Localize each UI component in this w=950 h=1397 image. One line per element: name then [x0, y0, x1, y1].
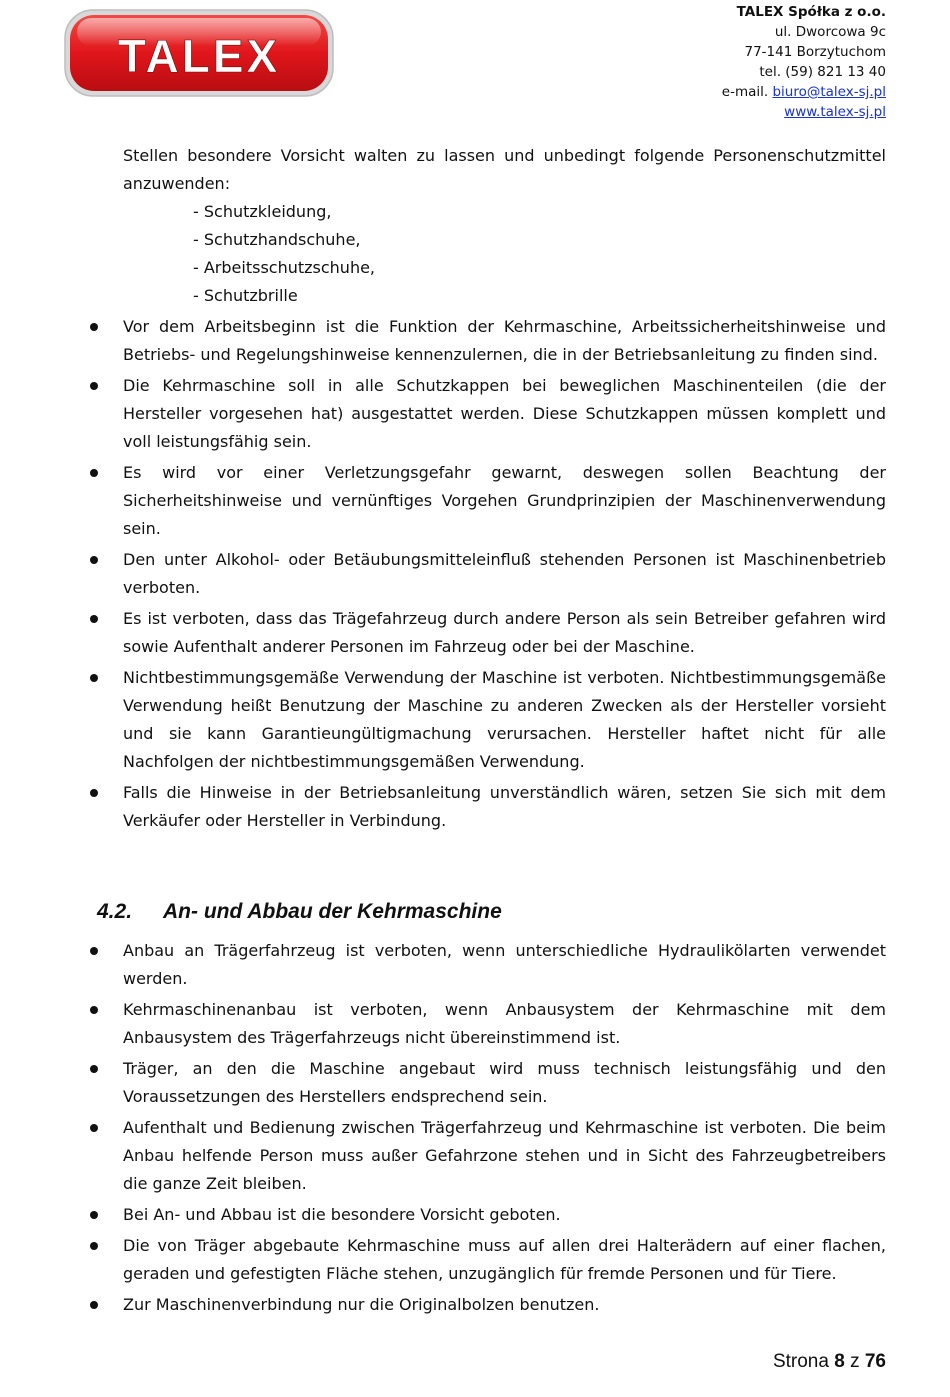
website-link[interactable]: www.talex-sj.pl: [784, 104, 886, 120]
bullet-icon: [90, 615, 98, 623]
list-item: [123, 937, 886, 993]
bullet-icon: [90, 1006, 98, 1014]
safety-bullet-list: [0, 313, 950, 835]
list-item-text: Es wird vor einer Verletzungsgefahr gewarnt, deswegen sollen Beachtung der Sicherheitshinweise und vernünftiges Vorgehen Grundprinzipien der Maschinenverwendung sein.: [123, 463, 886, 538]
list-item: [123, 996, 886, 1052]
bullet-icon: [90, 382, 98, 390]
company-info: [722, 2, 886, 122]
bullet-icon: [90, 674, 98, 682]
list-item-text: Nichtbestimmungsgemäße Verwendung der Maschine ist verboten. Nichtbestimmungsgemäße Verwendung heißt Benutzung der Maschine zu anderen Zwecken als der Hersteller vorsieht und sie kann Garantieungültigmachung verursachen. Hersteller haftet nicht für alle Nachfolgen der nichtbestimmungsgemäßen Verwendung.: [123, 668, 886, 771]
email-link[interactable]: biuro@talex-sj.pl: [772, 84, 886, 100]
bullet-icon: [90, 469, 98, 477]
protection-list: [193, 198, 950, 310]
bullet-icon: [90, 1065, 98, 1073]
bullet-icon: [90, 323, 98, 331]
list-item: [123, 1114, 886, 1198]
talex-logo: [63, 8, 335, 98]
list-item-text: Die Kehrmaschine soll in alle Schutzkappen bei beweglichen Maschinenteilen (die der Hersteller vorgesehen hat) ausgestattet werden. Diese Schutzkappen müssen komplett und voll leistungsfähig sein.: [123, 376, 886, 451]
list-item: [123, 605, 886, 661]
list-item-text: Vor dem Arbeitsbeginn ist die Funktion der Kehrmaschine, Arbeitssicherheitshinweise und Betriebs- und Regelungshinweise kennenzulernen, die in der Betriebsanleitung zu finden sind.: [123, 317, 886, 364]
bullet-icon: [90, 1242, 98, 1250]
list-item: [123, 664, 886, 776]
section-title: An- und Abbau der Kehrmaschine: [163, 900, 502, 923]
bullet-icon: [90, 1211, 98, 1219]
company-name: TALEX Spółka z o.o.: [736, 4, 886, 20]
list-item: [123, 459, 886, 543]
list-item: [123, 1055, 886, 1111]
list-item: [123, 546, 886, 602]
company-email-line: [722, 82, 886, 102]
company-city: 77-141 Borzytuchom: [744, 44, 886, 60]
list-item-text: Den unter Alkohol- oder Betäubungsmitteleinfluß stehenden Personen ist Maschinenbetrieb verboten.: [123, 550, 886, 597]
list-item: [123, 313, 886, 369]
total-pages: 76: [864, 1351, 886, 1372]
protection-item: - Schutzbrille: [193, 286, 298, 305]
list-item-text: Es ist verboten, dass das Trägefahrzeug durch andere Person als sein Betreiber gefahren wird sowie Aufenthalt anderer Personen im Fahrzeug oder bei der Maschine.: [123, 609, 886, 656]
list-item: [123, 1291, 886, 1319]
list-item-text: Zur Maschinenverbindung nur die Originalbolzen benutzen.: [123, 1295, 600, 1314]
list-item-text: Falls die Hinweise in der Betriebsanleitung unverständlich wären, setzen Sie sich mit dem Verkäufer oder Hersteller in Verbindung.: [123, 783, 886, 830]
protection-item: - Schutzkleidung,: [193, 202, 332, 221]
company-street: ul. Dworcowa 9c: [774, 24, 886, 40]
company-phone: tel. (59) 821 13 40: [759, 64, 886, 80]
page-label: Strona: [772, 1351, 829, 1372]
list-item-text: Bei An- und Abbau ist die besondere Vorsicht geboten.: [123, 1205, 561, 1224]
list-item-text: Träger, an den die Maschine angebaut wird muss technisch leistungsfähig und den Voraussetzungen des Herstellers endsprechend sein.: [123, 1059, 886, 1106]
page-separator: z: [850, 1351, 860, 1372]
list-item-text: Aufenthalt und Bedienung zwischen Trägerfahrzeug und Kehrmaschine ist verboten. Die beim Anbau helfende Person muss außer Gefahrzone stehen und in Sicht des Fahrzeugbetreibers die ganze Zeit bleiben.: [123, 1118, 886, 1193]
list-item-text: Die von Träger abgebaute Kehrmaschine muss auf allen drei Halterädern auf einer flachen, geraden und gefestigten Fläche stehen, unzugänglich für fremde Personen und für Tiere.: [123, 1236, 886, 1283]
current-page: 8: [834, 1351, 845, 1372]
list-item: [123, 1232, 886, 1288]
page-content: [0, 142, 950, 1322]
bullet-icon: [90, 1301, 98, 1309]
bullet-icon: [90, 556, 98, 564]
list-item: [123, 372, 886, 456]
list-item-text: Anbau an Trägerfahrzeug ist verboten, wenn unterschiedliche Hydraulikölarten verwendet werden.: [123, 941, 886, 988]
email-label: e-mail.: [721, 84, 769, 100]
bullet-icon: [90, 1124, 98, 1132]
company-website-line: [722, 102, 886, 122]
intro-paragraph: Stellen besondere Vorsicht walten zu lassen und unbedingt folgende Personenschutzmittel anzuwenden:: [123, 146, 886, 193]
page-number: [773, 1351, 886, 1373]
protection-item: - Arbeitsschutzschuhe,: [193, 258, 376, 277]
bullet-icon: [90, 789, 98, 797]
section-number: 4.2.: [97, 900, 133, 923]
mounting-bullet-list: [0, 937, 950, 1319]
list-item: [123, 779, 886, 835]
list-item: [123, 1201, 886, 1229]
section-heading: [97, 897, 950, 927]
logo-text: TALEX: [117, 30, 281, 82]
list-item-text: Kehrmaschinenanbau ist verboten, wenn Anbausystem der Kehrmaschine mit dem Anbausystem des Trägerfahrzeugs nicht übereinstimmend ist.: [123, 1000, 886, 1047]
protection-item: - Schutzhandschuhe,: [193, 230, 361, 249]
bullet-icon: [90, 947, 98, 955]
